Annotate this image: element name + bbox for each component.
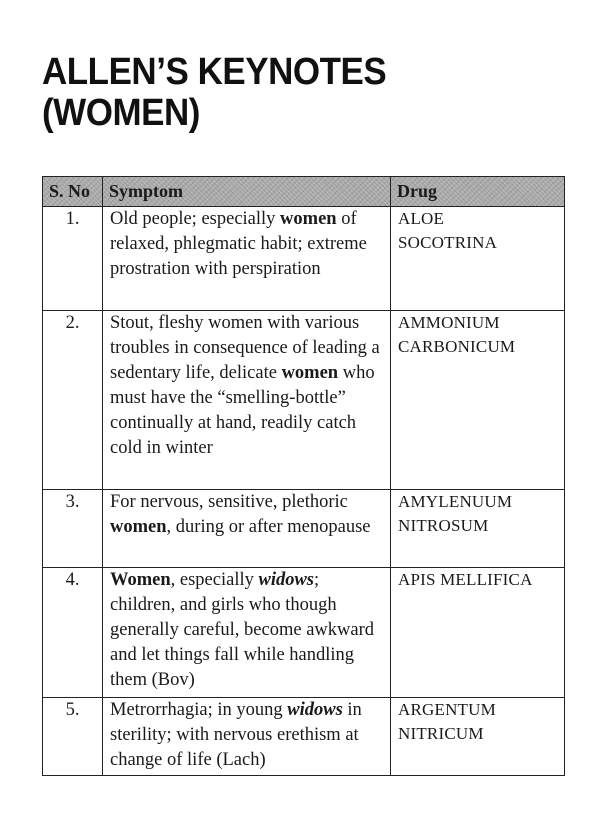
title-line-1: ALLEN’S KEYNOTES [42, 51, 387, 93]
table-row [43, 207, 565, 311]
row-sno: 3. [43, 490, 103, 568]
drug-name-line-2: SOCOTRINA [398, 233, 498, 252]
row-symptom: Stout, fleshy women with various troubles in consequence of leading a sedentary life, delicate women who must have the “smelling-bottle” continually at hand, readily catch cold in winter [103, 311, 391, 490]
row-symptom: Metrorrhagia; in young widows in sterility; with nervous erethism at change of life (Lach) [103, 698, 391, 776]
row-sno: 5. [43, 698, 103, 776]
emphasis-bold: women [281, 363, 339, 383]
drug-name-line-1: AMYLENUUM [398, 492, 513, 511]
header-drug: Drug [391, 177, 565, 207]
table-row [43, 490, 565, 568]
emphasis-bold-italic: widows [287, 700, 343, 720]
row-drug [391, 490, 565, 568]
table-header-row [43, 177, 565, 207]
row-drug [391, 207, 565, 311]
drug-name-line-1: ARGENTUM [398, 700, 496, 719]
title-line-2: (WOMEN) [42, 92, 200, 134]
emphasis-bold: Women [110, 570, 171, 590]
emphasis-bold-italic: widows [258, 570, 315, 590]
row-sno: 4. [43, 568, 103, 698]
table-row [43, 311, 565, 490]
keynotes-table [42, 176, 565, 776]
table-row [43, 568, 565, 698]
row-sno: 2. [43, 311, 103, 490]
row-sno: 1. [43, 207, 103, 311]
drug-name-line-1: APIS MELLIFICA [398, 570, 533, 589]
header-sno: S. No [43, 177, 103, 207]
row-symptom: For nervous, sensitive, plethoric women, during or after menopause [103, 490, 391, 568]
drug-name-line-2: NITROSUM [398, 516, 489, 535]
row-drug [391, 568, 565, 698]
row-drug [391, 698, 565, 776]
header-symptom: Symptom [103, 177, 391, 207]
drug-name-line-1: AMMONIUM [398, 313, 500, 332]
drug-name-line-1: ALOE [398, 209, 445, 228]
row-drug [391, 311, 565, 490]
drug-name-line-2: NITRICUM [398, 724, 484, 743]
row-symptom: Women, especially widows; children, and girls who though generally careful, become awkward and let things fall while handling them (Bov) [103, 568, 391, 698]
emphasis-bold: women [110, 517, 167, 537]
row-symptom: Old people; especially women of relaxed, phlegmatic habit; extreme prostration with perspiration [103, 207, 391, 311]
table-row [43, 698, 565, 776]
emphasis-bold: women [280, 209, 337, 229]
page-title [42, 52, 386, 134]
drug-name-line-2: CARBONICUM [398, 337, 516, 356]
